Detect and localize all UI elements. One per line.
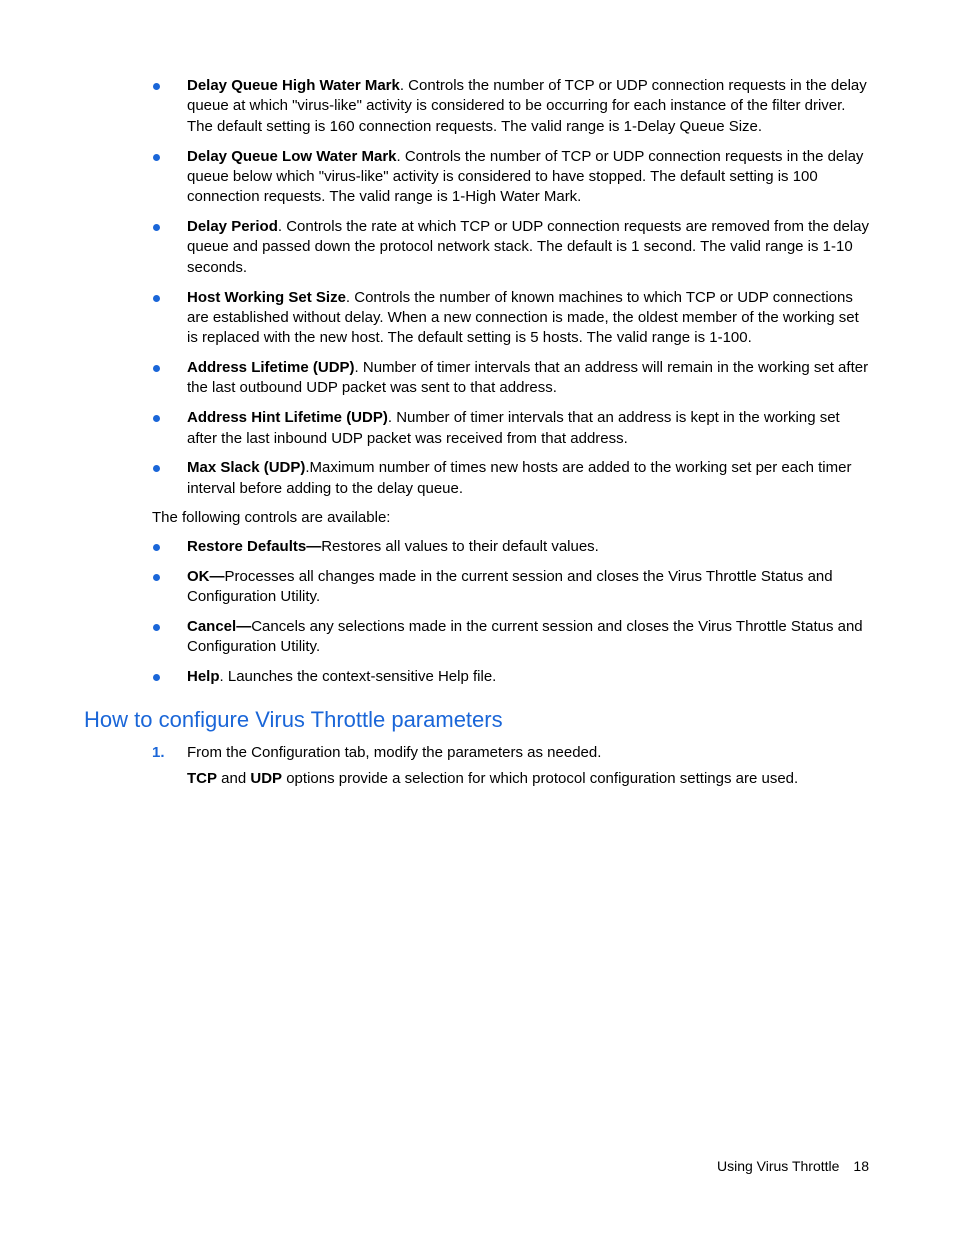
bullet-icon (153, 465, 160, 472)
list-item (152, 217, 872, 278)
list-item (152, 537, 872, 557)
page-number: 18 (853, 1158, 869, 1174)
term: Restore Defaults— (187, 538, 322, 555)
term: Address Lifetime (UDP) (187, 359, 355, 377)
list-item (152, 408, 872, 449)
bullet-icon (153, 674, 160, 681)
term: Max Slack (UDP) (187, 459, 306, 477)
term: Host Working Set Size (187, 288, 346, 306)
parameter-list (152, 76, 872, 508)
list-item (152, 458, 872, 499)
bullet-icon (153, 574, 160, 581)
term: Delay Period (187, 218, 278, 236)
controls-intro: The following controls are available: (152, 509, 391, 526)
step-note (187, 769, 877, 789)
description: . Controls the number of TCP or UDP connection requests in the delay queue at which "virus-like" activity is considered to be occurring for each instance of the filter driver. The default setting is 160 connection requests. The valid range is 1-Delay Queue Size. (187, 77, 867, 135)
description: Restores all values to their default values. (321, 538, 599, 555)
controls-list (152, 537, 872, 697)
description: .Maximum number of times new hosts are added to the working set per each timer interval before adding to the delay queue. (187, 459, 852, 497)
list-item (152, 667, 872, 687)
list-item (152, 288, 872, 349)
list-item (152, 358, 872, 399)
udp-term: UDP (250, 770, 283, 787)
term: Delay Queue Low Water Mark (187, 147, 397, 165)
bullet-icon (153, 365, 160, 372)
list-item (152, 617, 872, 658)
description: . Controls the number of TCP or UDP connection requests in the delay queue below which "virus-like" activity is considered to have stopped. The default setting is 100 connection requests. The valid range is 1-High Water Mark. (187, 147, 864, 206)
note-text: options provide a selection for which protocol configuration settings are used. (282, 770, 799, 787)
tcp-term: TCP (187, 770, 217, 787)
description: Processes all changes made in the current session and closes the Virus Throttle Status and Configuration Utility. (187, 567, 833, 606)
term: Help (187, 667, 220, 685)
bullet-icon (153, 415, 160, 422)
bullet-icon (153, 154, 160, 161)
term: OK— (187, 567, 225, 585)
list-item (152, 567, 872, 608)
step-number: 1. (152, 744, 165, 761)
page-footer (717, 1158, 869, 1174)
bullet-icon (153, 544, 160, 551)
list-item (152, 147, 872, 208)
description: . Number of timer intervals that an address will remain in the working set after the last outbound UDP packet was sent to that address. (187, 359, 869, 397)
description: . Launches the context-sensitive Help file. (219, 667, 497, 685)
description: Cancels any selections made in the current session and closes the Virus Throttle Status and Configuration Utility. (187, 617, 863, 656)
footer-label: Using Virus Throttle (716, 1158, 840, 1174)
term: Cancel— (187, 617, 252, 635)
list-item (152, 76, 872, 137)
description: . Controls the number of known machines to which TCP or UDP connections are established without delay. When a new connection is made, the oldest member of the working set is replaced with the new host. The default setting is 5 hosts. The valid range is 1-100. (187, 288, 859, 347)
bullet-icon (153, 83, 160, 90)
section-heading: How to configure Virus Throttle parameters (84, 707, 503, 732)
description: . Controls the rate at which TCP or UDP connection requests are removed from the delay queue and passed down the protocol network stack. The default is 1 second. The valid range is 1-10 seconds. (187, 218, 869, 276)
term: Delay Queue High Water Mark (187, 77, 400, 94)
and-text: and (217, 770, 251, 787)
step-item (152, 743, 872, 763)
description: . Number of timer intervals that an address is kept in the working set after the last inbound UDP packet was received from that address. (187, 409, 840, 447)
bullet-icon (153, 295, 160, 302)
term: Address Hint Lifetime (UDP) (187, 409, 388, 427)
bullet-icon (153, 224, 160, 231)
bullet-icon (153, 624, 160, 631)
step-text: From the Configuration tab, modify the parameters as needed. (187, 744, 602, 761)
